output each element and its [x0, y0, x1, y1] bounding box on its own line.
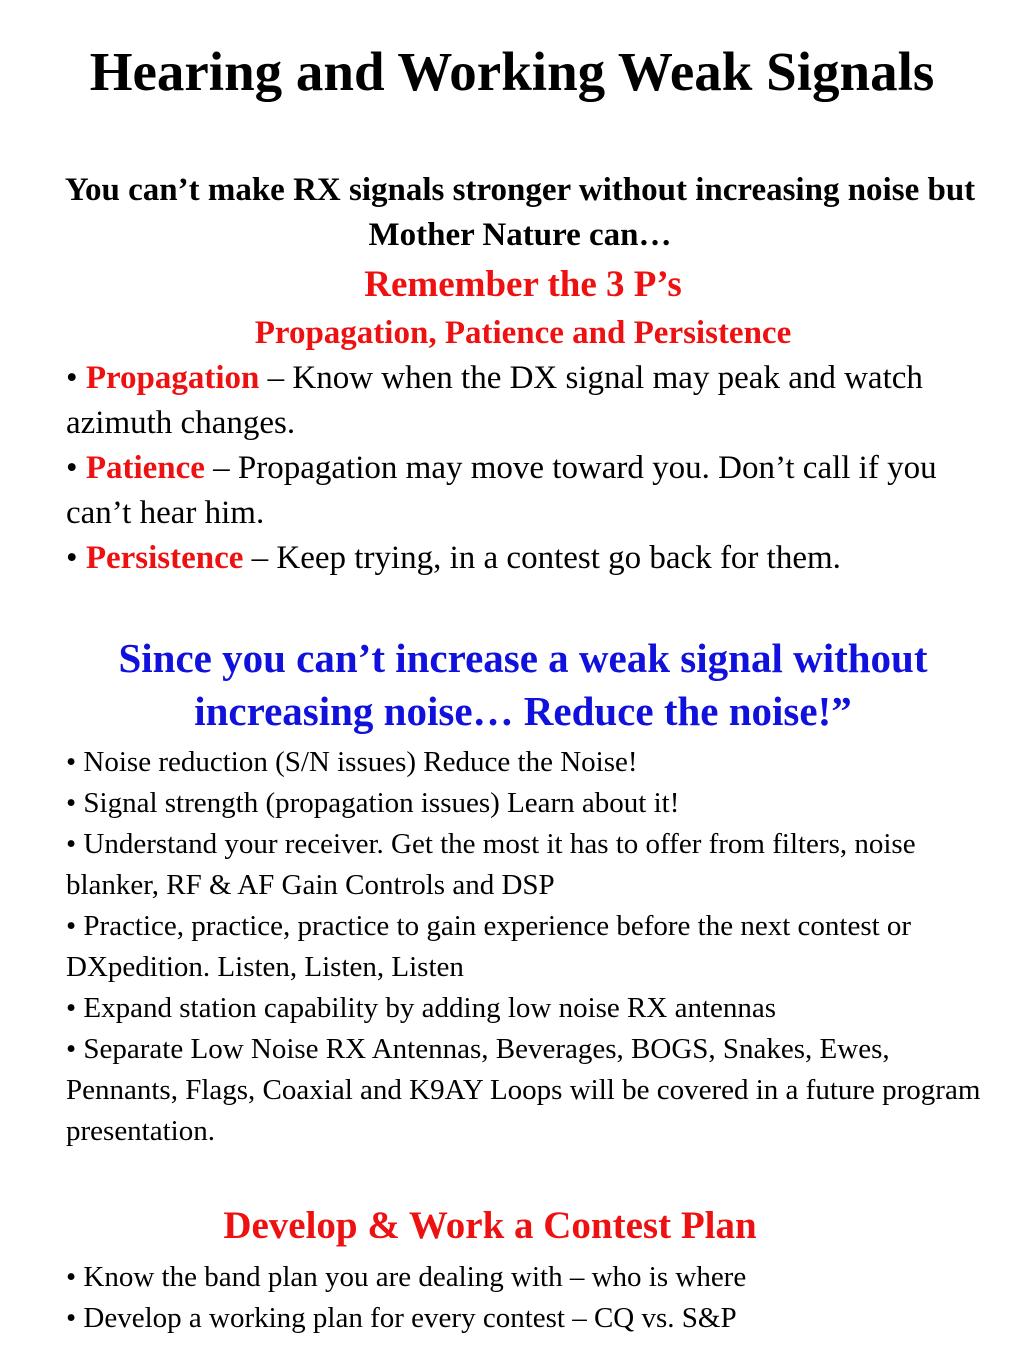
bullet: •	[66, 450, 78, 486]
list-item	[66, 1257, 996, 1298]
subtitle: You can’t make RX signals stronger without increasing noise but Mother Nature can…	[64, 172, 976, 253]
item-text: Develop a working plan for every contest – CQ vs. S&P	[76, 1302, 737, 1334]
item-text: Noise reduction (S/N issues) Reduce the Noise!	[76, 746, 638, 778]
bullet: •	[66, 910, 77, 942]
item-text: Practice, practice, practice to gain experience before the next contest or DXpedition. Listen, Listen, Listen	[66, 910, 912, 983]
list-item	[66, 742, 996, 783]
list-item	[66, 1298, 996, 1339]
term-persistence: Persistence	[85, 540, 244, 576]
contest-list	[66, 1257, 996, 1339]
list-item	[66, 356, 996, 446]
three-ps-subheading: Propagation, Patience and Persistence	[254, 315, 792, 351]
page-title: Hearing and Working Weak Signals	[89, 41, 935, 102]
item-text: Expand station capability by adding low noise RX antennas	[76, 992, 777, 1024]
list-item	[66, 783, 996, 824]
three-ps-list	[66, 356, 996, 581]
contest-heading: Develop & Work a Contest Plan	[223, 1204, 757, 1247]
bullet: •	[66, 1302, 77, 1334]
noise-heading: Since you can’t increase a weak signal without increasing noise… Reduce the noise!”	[118, 635, 928, 734]
bullet: •	[66, 746, 77, 778]
item-text: Signal strength (propagation issues) Learn about it!	[76, 787, 680, 819]
list-item	[66, 1029, 996, 1152]
bullet: •	[66, 360, 78, 396]
item-text: – Keep trying, in a contest go back for them.	[243, 540, 841, 576]
three-ps-heading: Remember the 3 P’s	[364, 264, 682, 305]
list-item	[66, 446, 996, 536]
item-text: Understand your receiver. Get the most it has to offer from filters, noise blanker, RF & AF Gain Controls and DSP	[66, 828, 916, 901]
item-text: Know the band plan you are dealing with – who is where	[76, 1261, 747, 1293]
bullet: •	[66, 1033, 77, 1065]
list-item	[66, 824, 996, 906]
bullet: •	[66, 787, 77, 819]
list-item	[66, 988, 996, 1029]
bullet: •	[66, 828, 77, 860]
bullet: •	[66, 540, 78, 576]
bullet: •	[66, 992, 77, 1024]
term-propagation: Propagation	[85, 360, 260, 396]
list-item	[66, 536, 996, 581]
noise-list	[66, 742, 996, 1152]
term-patience: Patience	[85, 450, 205, 486]
bullet: •	[66, 1261, 77, 1293]
item-text: – Know when the DX signal may peak and watch azimuth changes.	[66, 360, 923, 441]
item-text: Separate Low Noise RX Antennas, Beverages, BOGS, Snakes, Ewes, Pennants, Flags, Coaxial and K9AY Loops will be covered in a future program presentation.	[66, 1033, 981, 1147]
item-text: – Propagation may move toward you. Don’t call if you can’t hear him.	[66, 450, 937, 531]
list-item	[66, 906, 996, 988]
